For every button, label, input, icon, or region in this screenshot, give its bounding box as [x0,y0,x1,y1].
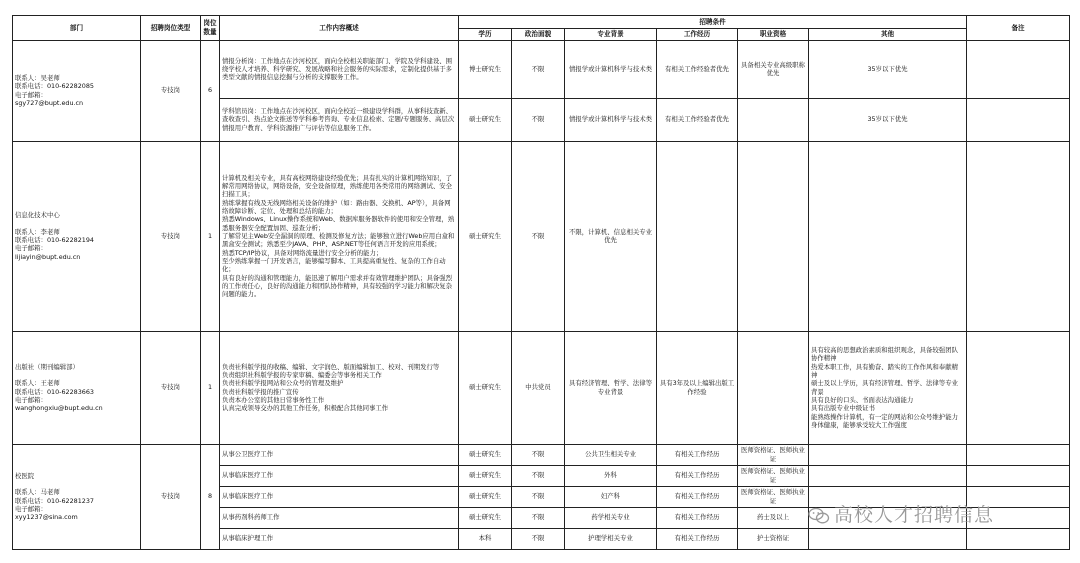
other-cell [809,465,967,486]
dept-cell: 信息化技术中心 联系人：李老师 联系电话：010-62282194 电子邮箱： lijiayin@bupt.edu.cn [13,141,141,331]
major-cell: 公共卫生相关专业 [565,444,657,465]
dept-cell: 出版社（期刊编辑部） 联系人：王老师 联系电话：010-62283663 电子邮箱： wanghongxiu@bupt.edu.cn [13,331,141,444]
edu-cell: 硕士研究生 [459,98,512,141]
major-cell: 情报学或计算机科学与技术类 [565,40,657,98]
qualification-cell: 医师资格证、医师执业证 [738,444,809,465]
post-type-cell: 专技岗 [141,40,201,141]
qualification-cell: 药士及以上 [738,507,809,528]
politics-cell: 不限 [512,141,565,331]
experience-cell: 有相关工作经验者优先 [657,40,738,98]
experience-cell: 有相关工作经历 [657,444,738,465]
header-dept: 部门 [13,16,141,41]
count-cell: 8 [201,444,220,549]
edu-cell: 硕士研究生 [459,507,512,528]
experience-cell: 具有3年及以上编辑出版工作经验 [657,331,738,444]
politics-cell: 中共党员 [512,331,565,444]
notes-cell [967,444,1070,465]
notes-cell [967,465,1070,486]
edu-cell: 硕士研究生 [459,141,512,331]
politics-cell: 不限 [512,444,565,465]
other-cell: 具有较高的思想政治素质和组织观念，具备较强团队协作精神 热爱本职工作，具有勤奋、踏实的工作作风和奉献精神 硕士及以上学历，具有经济管理、哲学、法律等专业背景 具有良好的口头、书面表达沟通能力 具有出版专业中级证书 能熟练操作计算机，有一定的网站和公众号维护能力 身体健康，能够承受较大工作强度 [809,331,967,444]
header-experience: 工作经历 [657,29,738,41]
politics-cell: 不限 [512,507,565,528]
desc-cell: 从事临床医疗工作 [220,486,459,507]
post-type-cell: 专技岗 [141,444,201,549]
politics-cell: 不限 [512,98,565,141]
watermark [808,500,994,527]
qualification-cell [738,331,809,444]
recruitment-table [12,15,1070,550]
politics-cell: 不限 [512,528,565,549]
politics-cell: 不限 [512,465,565,486]
experience-cell: 有相关工作经历 [657,486,738,507]
major-cell: 护理学相关专业 [565,528,657,549]
politics-cell: 不限 [512,486,565,507]
wechat-logo-icon [808,507,830,525]
edu-cell: 硕士研究生 [459,486,512,507]
experience-cell: 有相关工作经验者优先 [657,98,738,141]
notes-cell [967,331,1070,444]
other-cell [809,444,967,465]
header-politics: 政治面貌 [512,29,565,41]
desc-cell: 负责社科版学报的收稿、编辑、文字润色、版面编辑加工、校对、刊期发行等 负责组织社科版学报的专家审稿、编委会等事务相关工作 负责社科版学报网站和公众号的管理及维护 负责社科版学报的推广宣传 负责本办公室的其他日常事务性工作 认真完成领导交办的其他工作任务，积极配合其他同事工作 [220,331,459,444]
other-cell: 35岁以下优先 [809,98,967,141]
header-qualification: 职业资格 [738,29,809,41]
other-cell [809,141,967,331]
notes-cell [967,141,1070,331]
header-other: 其他 [809,29,967,41]
major-cell: 外科 [565,465,657,486]
desc-cell: 学科馆员岗：工作地点在沙河校区，面向全校近一级建设学科群，从事科技查新、查收查引、热点论文推送等学科参考咨询、专业信息检索、定题/专题服务、高层次情报用户教育、学科资源推广与评估等信息服务工作。 [220,98,459,141]
qualification-cell: 护士资格证 [738,528,809,549]
table-row [13,331,1070,444]
notes-cell [967,528,1070,549]
desc-cell: 从事公卫医疗工作 [220,444,459,465]
header-count: 岗位数量 [201,16,220,41]
header-notes: 备注 [967,16,1070,41]
post-type-cell: 专技岗 [141,331,201,444]
edu-cell: 本科 [459,528,512,549]
experience-cell [657,141,738,331]
count-cell: 1 [201,141,220,331]
major-cell: 药学相关专业 [565,507,657,528]
qualification-cell: 具备相关专业高级职称优先 [738,40,809,98]
qualification-cell [738,141,809,331]
header-edu: 学历 [459,29,512,41]
major-cell: 具有经济管理、哲学、法律等专业背景 [565,331,657,444]
header-desc: 工作内容概述 [220,16,459,41]
experience-cell: 有相关工作经历 [657,465,738,486]
qualification-cell [738,98,809,141]
table-row [13,40,1070,98]
edu-cell: 博士研究生 [459,40,512,98]
qualification-cell: 医师资格证、医师执业证 [738,486,809,507]
desc-cell: 从事临床医疗工作 [220,465,459,486]
notes-cell [967,40,1070,98]
edu-cell: 硕士研究生 [459,465,512,486]
header-major: 专业背景 [565,29,657,41]
header-post-type: 招聘岗位类型 [141,16,201,41]
experience-cell: 有相关工作经历 [657,528,738,549]
count-cell: 1 [201,331,220,444]
major-cell: 妇产科 [565,486,657,507]
desc-cell: 从事临床护理工作 [220,528,459,549]
other-cell [809,528,967,549]
experience-cell: 有相关工作经历 [657,507,738,528]
dept-cell: 校医院 联系人：马老师 联系电话：010-62281237 电子邮箱： xyy1237@sina.com [13,444,141,549]
post-type-cell: 专技岗 [141,141,201,331]
desc-cell: 从事药剂科药师工作 [220,507,459,528]
watermark-text: 高校人才招聘信息 [834,504,995,526]
table-row [13,141,1070,331]
notes-cell [967,98,1070,141]
major-cell: 不限，计算机、信息相关专业优先 [565,141,657,331]
desc-cell: 情报分析岗：工作地点在沙河校区，面向全校相关职能部门、学院及学科建设、围绕学校人才培养、科学研究、发展战略和社会服务的实际需求，定制化提供基于多类型文献的情报信息挖掘与分析的支撑服务工作。 [220,40,459,98]
desc-cell: 计算机及相关专业，具有高校网络建设经验优先；具有扎实的计算机网络知识，了解常用网络协议，网络设备，安全设备原理，熟练使用各类常用的网络测试、安全扫描工具； 熟练掌握有线及无线网络相关设备的维护（如：路由器、交换机、AP等），具备网络故障诊断、定位、处理和总结的能力； 熟悉Windows、Linux操作系统和Web、数据库服务器软件的使用和安全管理，熟悉服务器安全配置加固、巡查分析； 了解常见主Web安全漏洞的原理、检测及修复方法；能够独立进行Web应用白盒和黑盒安全测试；熟悉至少JAVA、PHP、ASP.NET等任何语言开发的应用系统； 熟悉TCP/IP协议，具备对网络流量进行安全分析的能力； 至少熟练掌握一门开发语言，能够编写脚本、工具提高重复性、复杂的工作自动化； 具有良好的沟通和管理能力，能迅速了解用户需求并有效管理维护团队；具备强烈的工作责任心，良好的沟通能力和团队协作精神，具有较强的学习能力和解决复杂问题的能力。 [220,141,459,331]
other-cell: 35岁以下优先 [809,40,967,98]
politics-cell: 不限 [512,40,565,98]
edu-cell: 硕士研究生 [459,331,512,444]
table-row [13,444,1070,465]
count-cell: 6 [201,40,220,141]
major-cell: 情报学或计算机科学与技术类 [565,98,657,141]
qualification-cell: 医师资格证、医师执业证 [738,465,809,486]
edu-cell: 硕士研究生 [459,444,512,465]
header-conditions: 招聘条件 [459,16,967,29]
dept-cell: 联系人：吴老师 联系电话：010-62282085 电子邮箱： sgy727@bupt.edu.cn [13,40,141,141]
